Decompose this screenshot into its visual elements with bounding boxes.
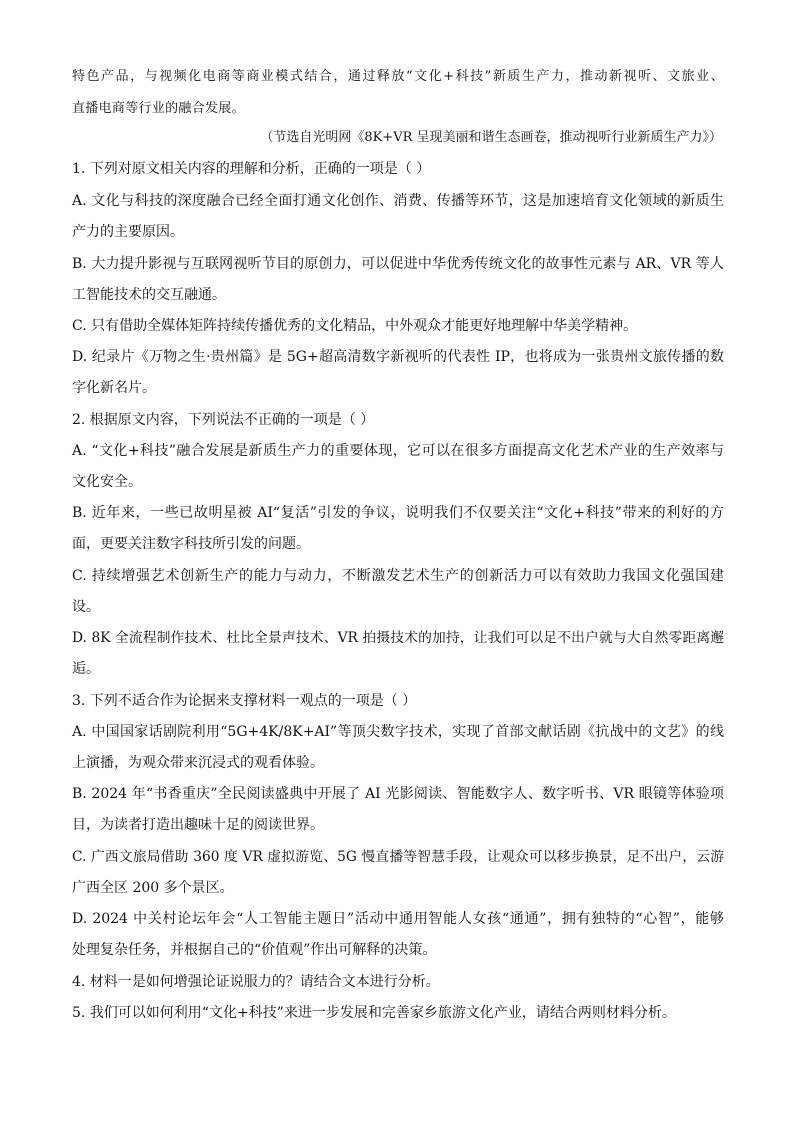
question-2-option-a: A. “文化+科技”融合发展是新质生产力的重要体现，它可以在很多方面提高文化艺术产业的生产效率与 bbox=[72, 443, 724, 459]
question-1-option-c: C. 只有借助全媒体矩阵持续传播优秀的文化精品，中外观众才能更好地理解中华美学精神。 bbox=[72, 318, 638, 334]
source-citation: （节选自光明网《8K+VR 呈现美丽和谐生态画卷，推动视听行业新质生产力》） bbox=[260, 130, 722, 145]
question-2-option-b-cont: 面，更要关注数字科技所引发的问题。 bbox=[72, 536, 310, 552]
question-1-option-b-cont: 工智能技术的交互融通。 bbox=[72, 287, 226, 303]
question-2-option-d-cont: 逅。 bbox=[72, 661, 100, 677]
question-3-option-c: C. 广西文旅局借助 360 度 VR 虚拟游览、5G 慢直播等智慧手段，让观众可以移步换景，足不出户，云游 bbox=[72, 849, 724, 865]
question-1-option-d: D. 纪录片《万物之生·贵州篇》是 5G+超高清数字新视听的代表性 IP，也将成为一张贵州文旅传播的数 bbox=[72, 349, 724, 365]
question-1-option-b: B. 大力提升影视与互联网视听节目的原创力，可以促进中华优秀传统文化的故事性元素与 AR、VR 等人 bbox=[72, 256, 724, 272]
question-1-option-d-cont: 字化新名片。 bbox=[72, 380, 156, 396]
question-3-option-d-cont: 处理复杂任务，并根据自己的“价值观”作出可解释的决策。 bbox=[72, 942, 437, 958]
question-3-option-d: D. 2024 中关村论坛年会“人工智能主题日”活动中通用智能人女孩“通通”，拥有独特的“心智”，能够 bbox=[72, 911, 724, 927]
question-3-option-a-cont: 上演播，为观众带来沉浸式的观看体验。 bbox=[72, 755, 324, 771]
question-2-option-b: B. 近年来，一些已故明星被 AI“复活”引发的争议，说明我们不仅要关注“文化+科技”带来的利好的方 bbox=[72, 505, 724, 521]
question-3-stem: 3. 下列不适合作为论据来支撑材料一观点的一项是（ ） bbox=[72, 693, 417, 709]
question-1-option-a: A. 文化与科技的深度融合已经全面打通文化创作、消费、传播等环节，这是加速培育文化领域的新质生 bbox=[72, 193, 724, 209]
question-3-option-b: B. 2024 年“书香重庆”全民阅读盛典中开展了 AI 光影阅读、智能数字人、数字听书、VR 眼镜等体验项 bbox=[72, 786, 724, 802]
question-2-option-a-cont: 文化安全。 bbox=[72, 474, 142, 490]
question-3-option-a: A. 中国国家话剧院利用“5G+4K/8K+AI”等顶尖数字技术，实现了首部文献话剧《抗战中的文艺》的线 bbox=[72, 724, 724, 740]
question-2-stem: 2. 根据原文内容，下列说法不正确的一项是（ ） bbox=[72, 412, 375, 428]
question-3-option-b-cont: 目，为读者打造出趣味十足的阅读世界。 bbox=[72, 817, 324, 833]
question-2-option-d: D. 8K 全流程制作技术、杜比全景声技术、VR 拍摄技术的加持，让我们可以足不出户就与大自然零距离邂 bbox=[72, 630, 724, 646]
question-2-option-c-cont: 设。 bbox=[72, 599, 100, 615]
intro-line: 直播电商等行业的融合发展。 bbox=[72, 101, 245, 116]
question-4-stem: 4. 材料一是如何增强论证说服力的？请结合文本进行分析。 bbox=[72, 974, 440, 990]
intro-line: 特色产品，与视频化电商等商业模式结合，通过释放“文化+科技”新质生产力，推动新视听、文旅业、 bbox=[72, 69, 724, 84]
question-3-option-c-cont: 广西全区 200 多个景区。 bbox=[72, 880, 234, 896]
question-1-stem: 1. 下列对原文相关内容的理解和分析，正确的一项是（ ） bbox=[72, 161, 431, 177]
question-5-stem: 5. 我们可以如何利用“文化+科技”来进一步发展和完善家乡旅游文化产业，请结合两则材料分析。 bbox=[72, 1005, 676, 1021]
question-1-option-a-cont: 产力的主要原因。 bbox=[72, 224, 184, 240]
question-2-option-c: C. 持续增强艺术创新生产的能力与动力，不断激发艺术生产的创新活力可以有效助力我国文化强国建 bbox=[72, 568, 724, 584]
